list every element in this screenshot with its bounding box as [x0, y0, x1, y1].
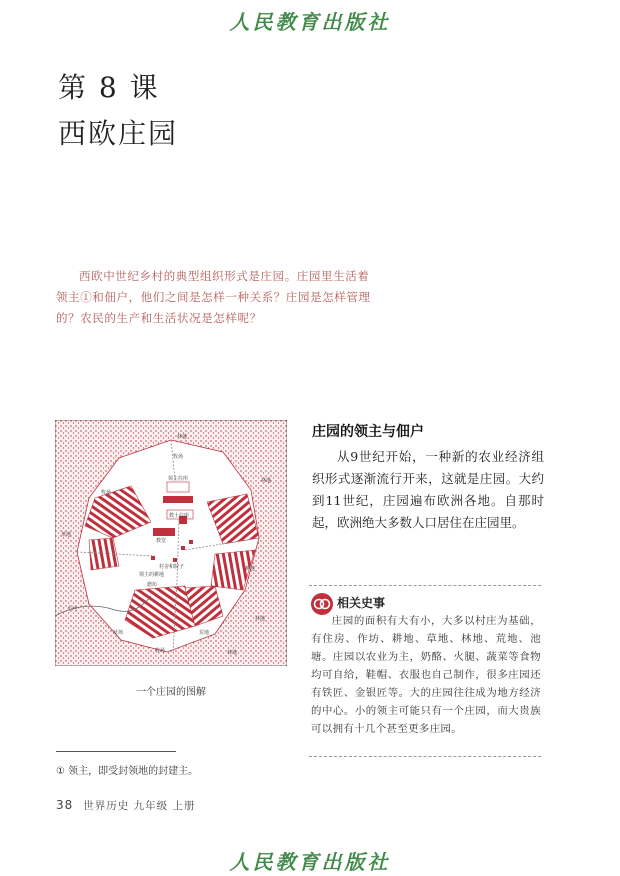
map-label-wasteland: 荒地: [199, 630, 210, 636]
map-label-forest-bottom: 林地: [227, 650, 238, 656]
footnote: ① 领主，即受封领地的封建主。: [56, 766, 199, 777]
map-label-church: 教堂: [156, 538, 167, 544]
map-label-lord-house: 领主住所: [168, 476, 189, 482]
related-bottom-divider: [309, 756, 541, 757]
map-label-field-right: 耕地: [245, 566, 256, 572]
map-label-meadow-left: 草地: [61, 532, 72, 538]
map-label-forest-right: 林地: [261, 478, 272, 484]
map-label-vicarage: 教士住所: [169, 513, 190, 519]
map-label-lord-land: 领主的耕地: [139, 572, 165, 578]
footnote-rule: [56, 751, 176, 752]
map-label-village-huts: 村舍和院子: [159, 564, 185, 570]
lesson-title: 西欧庄园: [58, 117, 179, 150]
section-heading: 庄园的领主与佃户: [312, 424, 424, 440]
lesson-number: 第 8 课: [58, 71, 160, 104]
publisher-watermark-top: 人民教育出版社: [229, 10, 391, 34]
map-label-pasture-left: 牧场: [101, 490, 112, 496]
manor-diagram: [55, 420, 287, 666]
intro-paragraph: 西欧中世纪乡村的典型组织形式是庄园。庄园里生活着领主①和佃户，他们之间是怎样一种关系？庄园是怎样管理的？农民的生产和生活状况是怎样呢？: [56, 269, 371, 325]
related-top-divider: [309, 585, 541, 586]
map-caption: 一个庄园的图解: [136, 687, 206, 698]
section-body: 从9世纪开始，一种新的农业经济组织形式逐渐流行开来，这就是庄园。大约到11世纪，庄园遍布欧洲各地。自那时起，欧洲绝大多数人口居住在庄园里。: [312, 449, 544, 530]
map-label-forest-right-low: 林地: [255, 616, 266, 622]
related-body: 庄园的面积有大有小，大多以村庄为基础，有住房、作坊、耕地、草地、林地、荒地、池塘。庄园以农业为主，奶酪、火腿、蔬菜等食物均可自给，鞋帽、衣服也自己制作，很多庄园还有铁匠、金银匠等。大的庄园往往成为地方经济的中心。小的领主可能只有一个庄园，而大贵族可以拥有十几个甚至更多庄园。: [311, 615, 541, 735]
manor-map-svg: [55, 420, 287, 666]
map-label-mill: 磨坊: [147, 582, 158, 588]
page-number: 38: [56, 798, 74, 812]
publisher-watermark-bottom: 人民教育出版社: [229, 850, 391, 874]
map-label-pasture-bottom: 牧场: [155, 648, 166, 654]
map-label-meadow-bottom: 草场: [113, 630, 124, 636]
book-title: 世界历史 九年级 上册: [83, 800, 196, 812]
map-label-forest-top: 林地: [177, 434, 188, 440]
map-label-pasture-top: 牧场: [173, 454, 184, 460]
page-footer: [56, 798, 195, 813]
map-label-river: 小河: [67, 606, 78, 612]
related-title: 相关史事: [337, 596, 386, 610]
